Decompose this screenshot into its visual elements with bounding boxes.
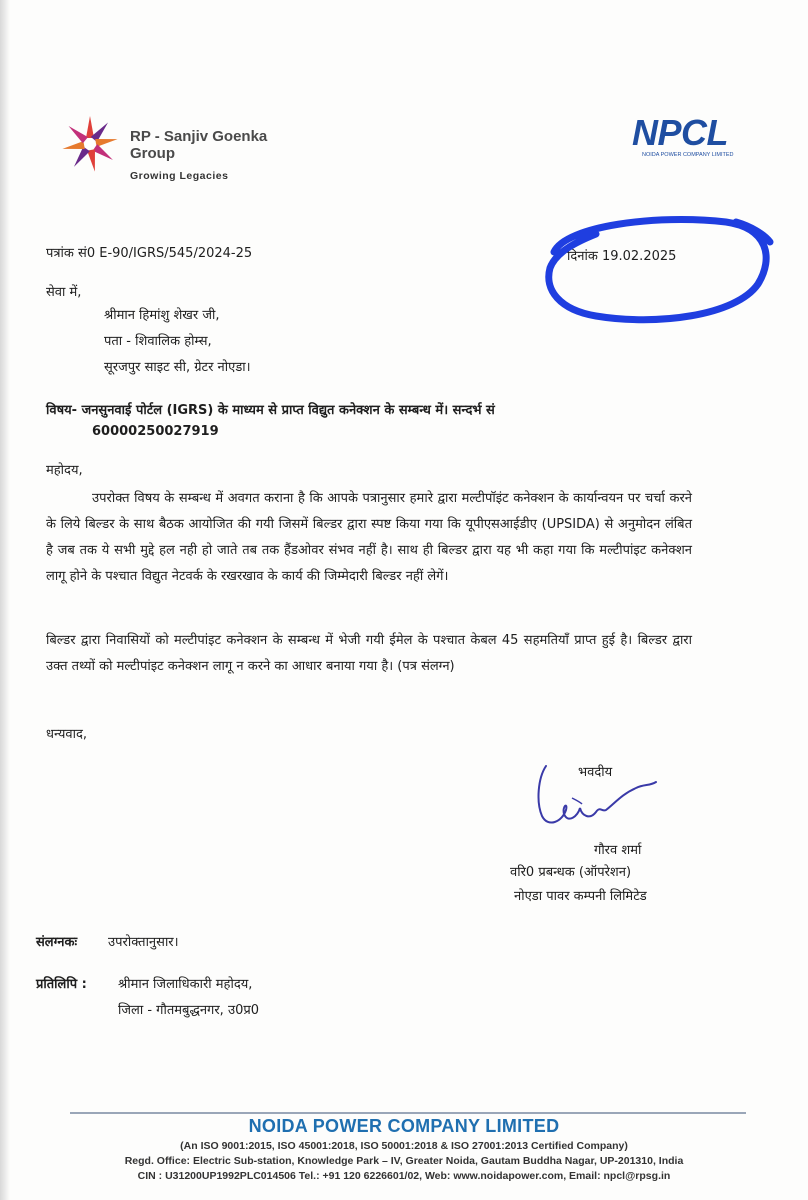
rpsg-logo — [55, 112, 315, 192]
rpsg-star-icon — [55, 114, 125, 174]
thanks: धन्यवाद, — [46, 727, 88, 742]
to-label: सेवा में, — [46, 285, 82, 300]
npcl-logo — [632, 112, 762, 162]
reference-number: पत्रांक सं0 E-90/IGRS/545/2024-25 — [46, 246, 253, 261]
closing: भवदीय — [578, 765, 613, 780]
footer-certifications: (An ISO 9001:2015, ISO 45001:2018, ISO 50001:2018 & ISO 27001:2013 Certified Company) — [180, 1140, 628, 1152]
salutation: महोदय, — [46, 463, 83, 478]
copy-district: जिला - गौतमबुद्धनगर, उ0प्र0 — [118, 1003, 260, 1018]
copy-recipient: श्रीमान जिलाधिकारी महोदय, — [118, 977, 253, 992]
addressee-address-2: सूरजपुर साइट सी, ग्रेटर नोएडा। — [104, 360, 251, 375]
npcl-logo-text: NPCL — [632, 112, 728, 153]
npcl-logo-subtitle: NOIDA POWER COMPANY LIMITED — [642, 152, 734, 158]
signatory-company: नोएडा पावर कम्पनी लिमिटेड — [514, 889, 647, 904]
subject-line: विषय- जनसुनवाई पोर्टल (IGRS) के माध्यम से प्राप्त विद्युत कनेक्शन के सम्बन्ध में। सन्दर्भ सं — [46, 403, 495, 418]
enclosure-value: उपरोक्तानुसार। — [108, 935, 179, 950]
signatory-name: गौरव शर्मा — [594, 843, 642, 858]
addressee-name: श्रीमान हिमांशु शेखर जी, — [104, 308, 220, 323]
body-paragraph-1: उपरोक्त विषय के सम्बन्ध में अवगत कराना है कि आपके पत्रानुसार हमारे द्वारा मल्टीपॉइंट कनेक्शन के कार्यान्वयन पर चर्चा करने के लिये बिल्डर के साथ बैठक आयोजित की गयी जिसमें बिल्डर द्वारा स्पष्ट किया गया कि यूपीएसआईडीए (UPSIDA) से अनुमोदन लंबित है जब तक ये सभी मुद्दे हल नही हो जाते तब तक हैंडओवर संभव नहीं है। साथ ही बिल्डर द्वारा यह भी कहा गया कि मल्टीपांइट कनेक्शन लागू होने के पश्चात विद्युत नेटवर्क के रखरखाव के कार्य की जिम्मेदारी बिल्डर नहीं लेगें। — [46, 491, 692, 584]
highlight-circle — [536, 212, 776, 332]
enclosure-label: संलग्नकः — [36, 935, 78, 950]
footer-company-name: NOIDA POWER COMPANY LIMITED — [248, 1116, 560, 1136]
footer-address: Regd. Office: Electric Sub-station, Knowledge Park – IV, Greater Noida, Gautam Buddha Nagar, UP-201310, India — [124, 1155, 684, 1167]
footer-divider — [70, 1112, 746, 1114]
page-edge-shadow — [0, 0, 10, 1200]
reference-id: 60000250027919 — [92, 424, 219, 439]
brand-name: RP - Sanjiv Goenka Group — [130, 128, 268, 162]
brand-tagline: Growing Legacies — [130, 170, 229, 182]
addressee-address-1: पता - शिवालिक होम्स, — [104, 334, 212, 349]
signatory-title: वरि0 प्रबन्धक (ऑपरेशन) — [510, 865, 632, 880]
footer-contact: CIN : U31200UP1992PLC014506 Tel.: +91 120 6226601/02, Web: www.noidapower.com, Email: npcl@rpsg.in — [137, 1170, 671, 1182]
body-paragraph-2: बिल्डर द्वारा निवासियों को मल्टीपांइट कनेक्शन के सम्बन्ध में भेजी गयी ईमेल के पश्चात केबल 45 सहमतियाँ प्राप्त हुई है। बिल्डर द्वारा उक्त तथ्यों को मल्टीपांइट कनेक्शन लागू न करने का आधार बनाया गया है। (पत्र संलग्न) — [46, 633, 692, 674]
signature-scribble — [532, 758, 662, 838]
letter-date: दिनांक 19.02.2025 — [567, 249, 677, 264]
copy-label: प्रतिलिपि : — [36, 977, 87, 992]
